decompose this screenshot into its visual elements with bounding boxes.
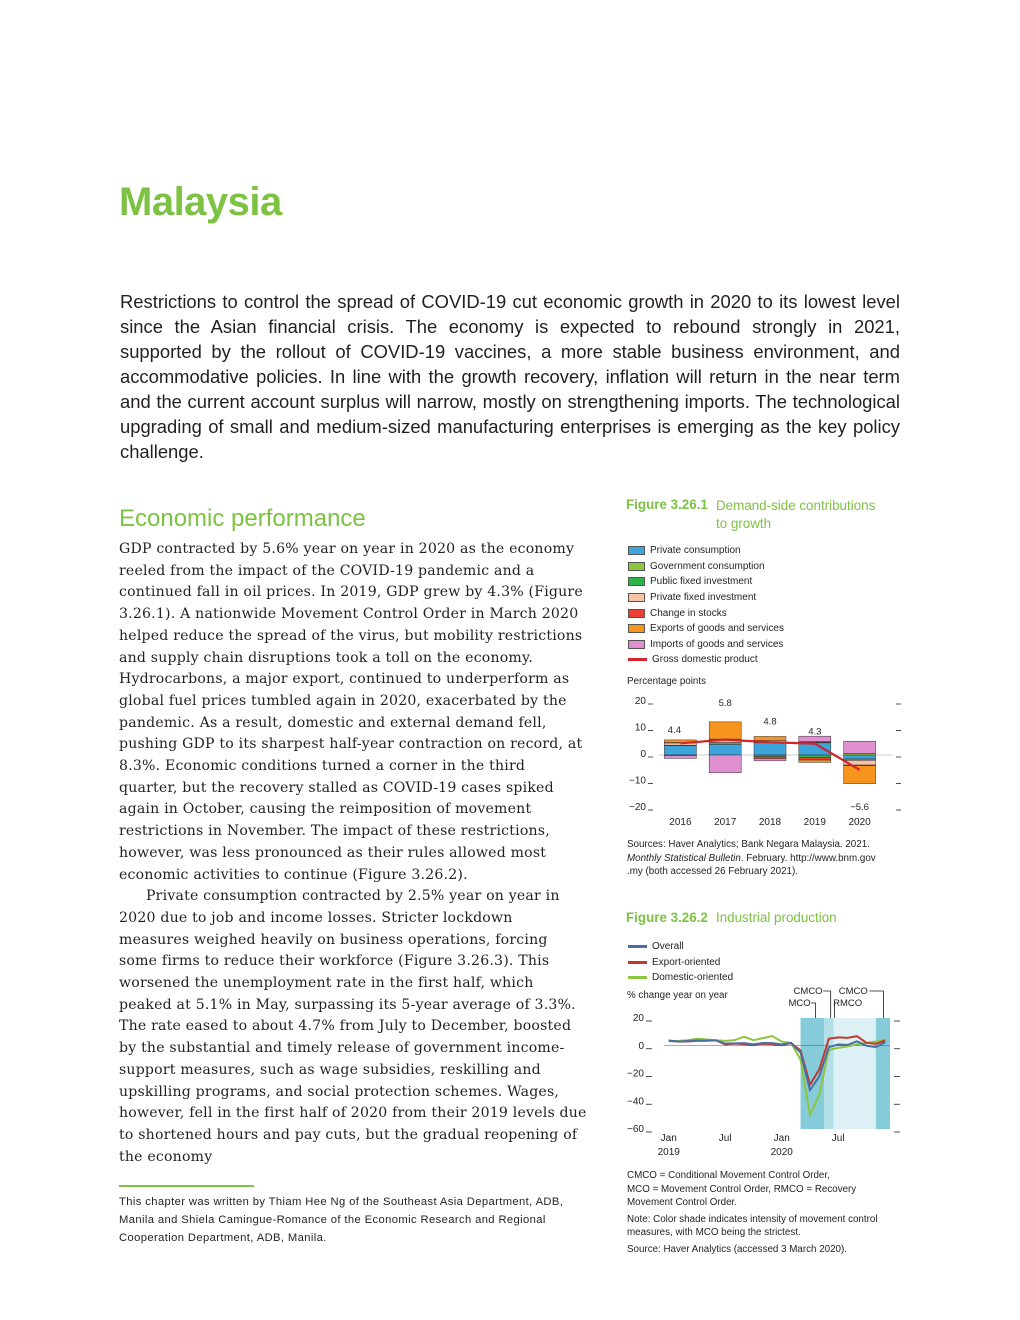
x-tick-label: 2020 <box>848 817 871 828</box>
legend-item <box>628 621 784 637</box>
sources-italic: Monthly Statistical Bulletin <box>627 852 741 864</box>
annotation-bracket <box>869 991 883 1018</box>
restriction-shade <box>824 1018 833 1129</box>
bar-segment <box>664 745 696 755</box>
y-tick-label: 10 <box>634 722 646 734</box>
sources-line3: .my (both accessed 26 February 2021). <box>627 866 798 877</box>
paragraph-1: GDP contracted by 5.6% year on year in 2020 as the economy reeled from the impact of the COVID-19 pandemic and a continued fall in oil prices. In 2019, GDP grew by 4.3% (Figure 3.26.1). A nationwide Movement Control Order in March 2020 helped reduce the spread of the virus, but mobility restrictions and supply chain disruptions took a toll on the economy. Hydrocarbons, a major export, continued to underperform as global fuel prices tumbled again in 2020, exacerbated by the pandemic. As a result, domestic and external demand fell, pushing GDP to its sharpest half-year contraction on record, at 8.3%. Economic conditions turned a corner in the third quarter, but the recovery stalled as COVID-19 cases spiked again in October, causing the reimposition of movement restrictions in November. The impact of these restrictions, however, was less pronounced as their rules allowed most economic activities to continue (Figure 3.26.2). <box>119 541 583 883</box>
data-label: 4.4 <box>667 725 682 737</box>
figure-1-number: Figure 3.26.1 <box>626 497 708 512</box>
figure-1-title-line1: Demand-side contributions <box>716 498 876 513</box>
x-tick-label: Jul <box>831 1133 845 1144</box>
y-tick-label: −20 <box>629 802 646 813</box>
bar-segment <box>709 744 741 755</box>
legend-label: Domestic-oriented <box>652 972 734 984</box>
legend-item <box>628 939 733 955</box>
restriction-annotation: CMCO <box>838 986 868 997</box>
bar-segment <box>754 759 786 761</box>
abbrev-line3: Movement Control Order. <box>627 1197 737 1208</box>
figure-1-title-line2: to growth <box>716 516 772 531</box>
bar-segment <box>844 755 876 759</box>
body-text <box>119 539 587 1168</box>
figure-1-title <box>626 497 906 533</box>
legend-item <box>628 559 784 575</box>
figure-1-chart <box>620 690 910 830</box>
legend-label: Private consumption <box>650 545 741 557</box>
chapter-summary: Restrictions to control the spread of COVID-19 cut economic growth in 2020 to its lowest level since the Asian financial crisis. The economy is expected to rebound strongly in 2021, supported by the rollout of COVID-19 vaccines, a more stable business environment, and accommodative policies. In line with the growth recovery, inflation will return in the near term and the current account surplus will narrow, mostly on strengthening imports. The technological upgrading of small and medium-sized manufacturing enterprises is emerging as the key policy challenge. <box>120 291 900 462</box>
x-tick-label: 2018 <box>758 817 782 828</box>
bar-segment <box>799 755 831 757</box>
legend-item <box>628 543 784 559</box>
legend-swatch <box>628 593 645 602</box>
figure-1-sources <box>627 838 907 879</box>
legend-label: Exports of goods and services <box>650 623 784 635</box>
abbrev-line2: MCO = Movement Control Order, RMCO = Recovery <box>627 1183 857 1195</box>
legend-label: Government consumption <box>650 560 765 572</box>
y-tick-label: −40 <box>627 1096 644 1108</box>
restriction-annotation: RMCO <box>833 998 863 1009</box>
restriction-annotation: CMCO <box>793 986 823 997</box>
bar-segment <box>754 736 786 740</box>
bar-segment <box>844 741 876 753</box>
legend-line-swatch <box>628 945 647 948</box>
figure-2-number: Figure 3.26.2 <box>626 910 708 925</box>
bar-segment <box>844 766 876 784</box>
legend-swatch <box>628 624 645 633</box>
restriction-shade <box>834 1018 876 1129</box>
legend-label: Change in stocks <box>650 607 727 619</box>
legend-label: Export-oriented <box>652 956 721 968</box>
legend-swatch <box>628 562 645 571</box>
legend-label: Imports of goods and services <box>650 638 784 650</box>
abbrev-line1: CMCO = Conditional Movement Control Order, <box>627 1170 830 1181</box>
x-tick-label: 2016 <box>669 817 692 828</box>
legend-line-swatch <box>628 658 647 661</box>
legend-label: Private fixed investment <box>650 592 757 604</box>
figure-2-title-text: Industrial production <box>716 910 837 925</box>
y-tick-label: 0 <box>640 749 646 760</box>
figure-2-title <box>626 910 837 925</box>
figure-2-chart <box>620 984 910 1162</box>
sources-line1: Sources: Haver Analytics; Bank Negara Malaysia. 2021. <box>627 839 870 850</box>
footnote: This chapter was written by Thiam Hee Ng of the Southeast Asia Department, ADB, Manila and Shiela Camingue-Romance of the Economic Research and Regional Cooperation Department, ADB, Manila. <box>119 1196 564 1244</box>
legend-label: Overall <box>652 941 684 953</box>
figure-2-ylabel: % change year on year <box>627 990 728 1001</box>
bar-segment <box>754 743 786 755</box>
y-tick-label: 0 <box>638 1040 644 1052</box>
figure-1-legend <box>628 543 784 668</box>
restriction-annotation: MCO <box>788 998 811 1009</box>
bar-segment <box>664 756 696 759</box>
footnote-divider <box>119 1185 254 1187</box>
page-title: Malaysia <box>119 180 282 224</box>
legend-item <box>628 652 784 668</box>
legend-swatch <box>628 609 645 618</box>
legend-item <box>628 955 733 971</box>
bar-segment <box>799 760 831 762</box>
x-tick-label: Jan <box>660 1133 677 1144</box>
y-tick-label: 20 <box>634 696 646 707</box>
legend-item <box>628 590 784 606</box>
restriction-shade <box>876 1018 890 1129</box>
figure-2-notes <box>627 1169 907 1256</box>
data-label: 4.3 <box>808 726 822 738</box>
y-tick-label: −20 <box>627 1068 644 1080</box>
legend-label: Public fixed investment <box>650 576 753 588</box>
section-heading: Economic performance <box>119 505 366 532</box>
x-tick-year: 2019 <box>657 1147 680 1158</box>
data-label: 4.8 <box>763 716 777 728</box>
legend-swatch <box>628 546 645 555</box>
figure-2-legend <box>628 939 733 986</box>
paragraph-2: Private consumption contracted by 2.5% year on year in 2020 due to job and income losses. Stricter lockdown measures weighed heavily on business operations, forcing some firms to reduce their workforce (Figure 3.26.3). This worsened the unemployment rate in the first half, which peaked at 5.1% in May, surpassing its 5-year average of 3.3%. The rate eased to about 4.7% from July to December, boosted by the substantial and timely release of government income-support measures, such as wage subsidies, reskilling and upskilling programs, and social protection schemes. Wages, however, fell in the first half of 2020 from their 2019 levels due to shortened hours and pay cuts, but the gradual reopening of the economy <box>119 888 587 1165</box>
bar-segment <box>754 757 786 759</box>
x-tick-label: Jan <box>773 1133 790 1144</box>
legend-item <box>628 637 784 653</box>
note-line2: measures, with MCO being the strictest. <box>627 1227 801 1238</box>
figure-1-ylabel: Percentage points <box>627 676 706 687</box>
annotation-bracket <box>811 1003 816 1018</box>
note-line1: Note: Color shade indicates intensity of movement control <box>627 1213 878 1225</box>
x-tick-year: 2020 <box>770 1147 793 1158</box>
data-label: 5.8 <box>718 697 732 709</box>
legend-item <box>628 605 784 621</box>
y-tick-label: 20 <box>632 1013 644 1024</box>
legend-line-swatch <box>628 976 647 979</box>
bar-segment <box>799 757 831 760</box>
bar-segment <box>709 755 741 773</box>
figure-2-source: Source: Haver Analytics (accessed 3 March 2020). <box>627 1243 847 1255</box>
legend-swatch <box>628 640 645 649</box>
bar-segment <box>709 722 741 739</box>
legend-label: Gross domestic product <box>652 654 758 666</box>
data-label: −5.6 <box>850 802 869 813</box>
y-tick-label: −60 <box>627 1124 644 1135</box>
legend-line-swatch <box>628 961 647 964</box>
legend-item <box>628 574 784 590</box>
y-tick-label: −10 <box>629 775 646 787</box>
annotation-bracket <box>823 991 831 1018</box>
x-tick-label: 2017 <box>714 817 737 828</box>
x-tick-label: Jul <box>718 1133 732 1144</box>
legend-swatch <box>628 577 645 586</box>
x-tick-label: 2019 <box>803 817 826 828</box>
sources-line2: . February. http://www.bnm.gov <box>740 852 876 864</box>
